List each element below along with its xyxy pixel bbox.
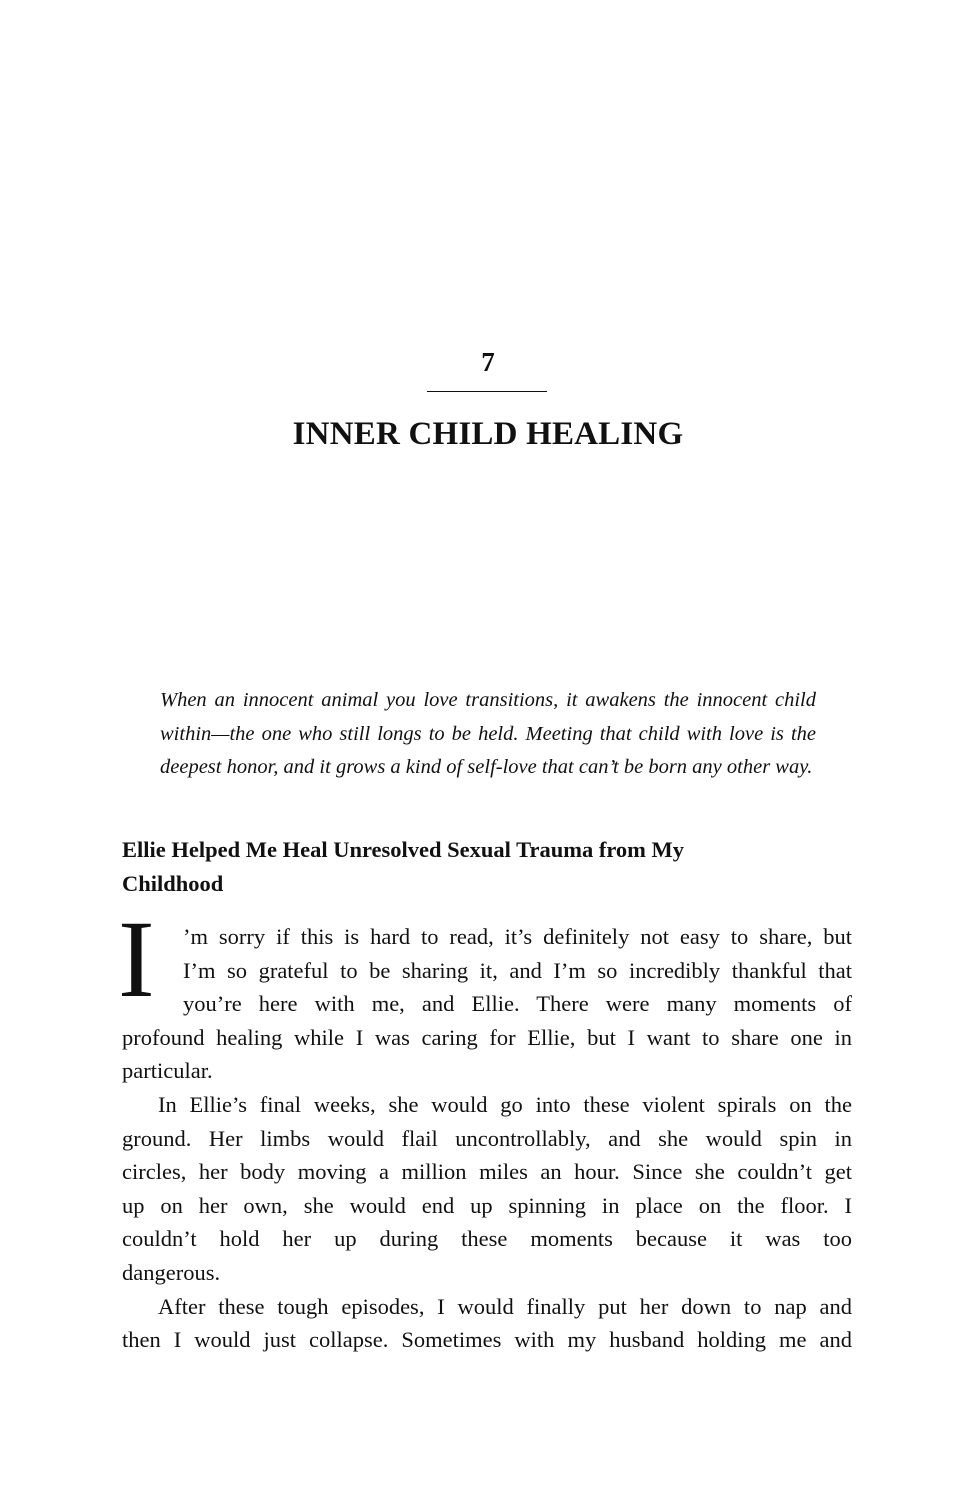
body-line: dangerous. <box>122 1259 221 1285</box>
chapter-divider <box>427 391 547 392</box>
body-text <box>122 920 852 1357</box>
body-line: profound healing while I was caring for Ellie, but I want to share one in <box>122 1024 852 1050</box>
chapter-title: INNER CHILD HEALING <box>292 416 684 452</box>
body-line: then I would just collapse. Sometimes with my husband holding me and <box>122 1327 852 1353</box>
body-line: you’re here with me, and Ellie. There were many moments of <box>183 991 852 1017</box>
section-heading-line: Ellie Helped Me Heal Unresolved Sexual Trauma from My <box>122 837 685 862</box>
body-line: couldn’t hold her up during these moments because it was too <box>122 1226 852 1252</box>
epigraph-line: deepest honor, and it grows a kind of self-love that can’t be born any other way. <box>160 756 813 779</box>
epigraph-line: within—the one who still longs to be held. Meeting that child with love is the <box>160 722 816 745</box>
body-line: circles, her body moving a million miles an hour. Since she couldn’t get <box>122 1159 852 1185</box>
chapter-number: 7 <box>481 347 495 377</box>
drop-cap: I <box>118 898 155 1020</box>
section-heading-line: Childhood <box>122 870 224 896</box>
section-heading <box>122 833 852 900</box>
body-line: In Ellie’s final weeks, she would go into these violent spirals on the <box>158 1091 852 1117</box>
epigraph-line: When an innocent animal you love transitions, it awakens the innocent child <box>160 689 816 711</box>
body-line: After these tough episodes, I would finally put her down to nap and <box>158 1293 852 1319</box>
body-line: ground. Her limbs would flail uncontrollably, and she would spin in <box>122 1125 852 1151</box>
body-line: ’m sorry if this is hard to read, it’s definitely not easy to share, but <box>183 924 852 949</box>
body-line: particular. <box>122 1058 213 1084</box>
body-line: up on her own, she would end up spinning in place on the floor. I <box>122 1192 852 1218</box>
body-line: I’m so grateful to be sharing it, and I’m so incredibly thankful that <box>183 957 852 983</box>
epigraph <box>160 684 816 785</box>
